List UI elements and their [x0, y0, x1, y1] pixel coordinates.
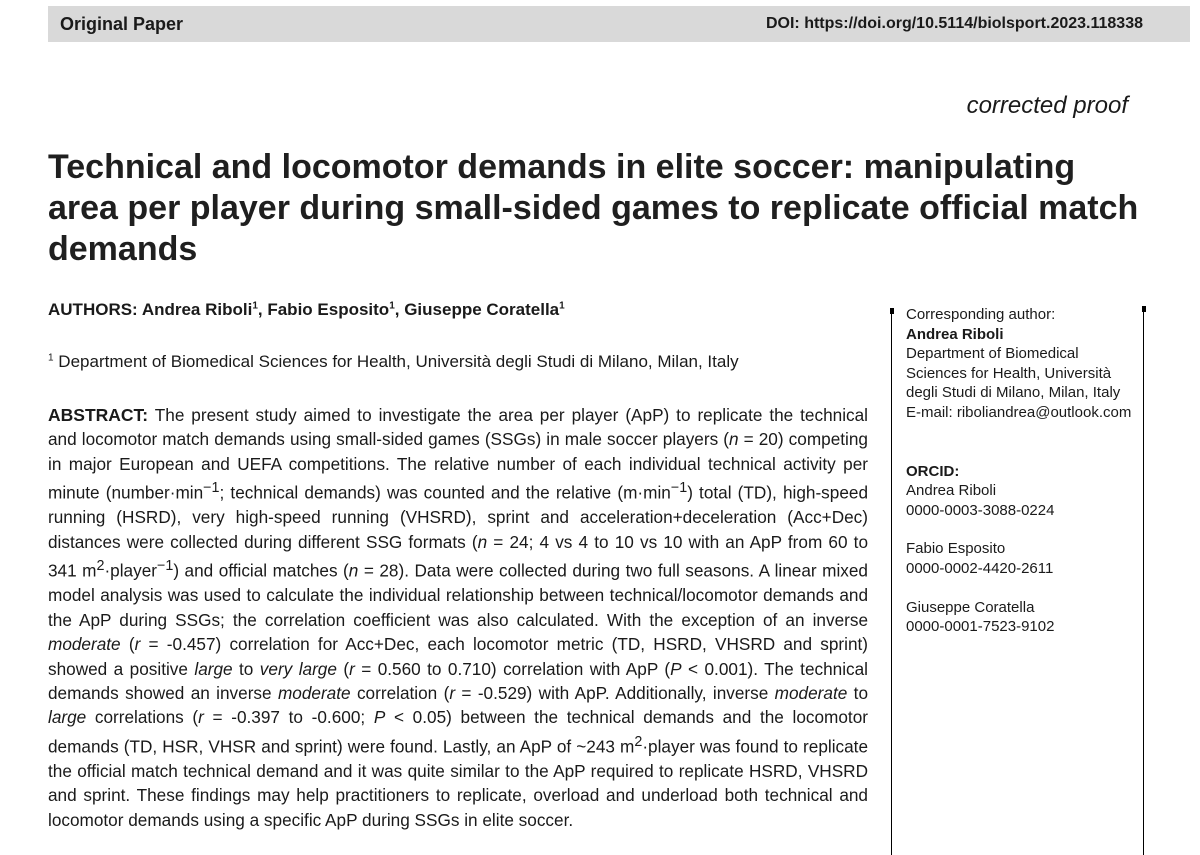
author-name: Fabio Esposito — [267, 300, 390, 319]
sidebar-left-rule — [891, 310, 892, 855]
abstract: ABSTRACT: The present study aimed to investigate the area per player (ApP) to replicate the technical and locomotor match demands using small-sided games (SSGs) in male soccer players (n = 20) competing in major European and UEFA competitions. The relative number of each individual technical activity per minute ($number\cdot\min^{-1}$; technical demands) was counted and the relative $(m\cdot\min^{-1})$ total (TD), high-speed running (HSRD), very high-speed running (VHSRD), sprint and acceleration+deceleration (Acc+Dec) distances were collected during different SSG formats (n = 24; 4 vs 4 to 10 vs 10 with an ApP from 60 to 341 $m^2\cdot player^{-1}$) and official matches (n = 28). Data were collected during two full seasons. A linear mixed model analysis was used to calculate the individual relationship between technical/locomotor demands and the ApP during SSGs; the correlation coefficient was also calculated. With the exception of an inverse moderate (r = -0.457) correlation for Acc+Dec, each locomotor metric (TD, HSRD, VHSRD and sprint) showed a positive large to very large (r = 0.560 to 0.710) correlation with ApP (P < 0.001). The technical demands showed an inverse moderate correlation (r = -0.529) with ApP. Additionally, inverse moderate to large correlations (r = -0.397 to -0.600; P < 0.05) between the technical demands and the locomotor demands (TD, HSR, VHSR and sprint) were found. Lastly, an ApP of ~243 $m^2\cdot player$ was found to replicate the official match technical demand and it was quite similar to the ApP required to replicate HSRD, VHSRD and sprint. These findings may help practitioners to replicate, overload and underload both technical and locomotor demands using a specific ApP during SSGs in elite soccer. — [48, 405, 869, 830]
orcid-label: ORCID: — [906, 462, 960, 480]
orcid-id[interactable]: 0000-0003-3088-0224 — [906, 501, 1055, 519]
rule-cap — [1142, 306, 1146, 312]
paper-title: Technical and locomotor demands in elite soccer: manipulating area per player during small-sided games to replicate official match demands — [48, 148, 1139, 268]
rule-cap — [890, 308, 894, 314]
affiliation: $^1$ Department of Biomedical Sciences for Health, Università degli Studi di Milano, Milan, Italy — [48, 352, 739, 371]
corresponding-email[interactable]: E-mail: riboliandrea@outlook.com — [906, 403, 1132, 421]
proof-status: corrected proof — [966, 92, 1128, 119]
address-line: Sciences for Health, Università — [906, 364, 1112, 382]
journal-header-bar — [48, 6, 1190, 42]
abstract-label: ABSTRACT: — [48, 405, 149, 425]
author-name: Giuseppe Coratella — [404, 300, 560, 319]
authors-line: AUTHORS: Andrea Riboli$^1$, Fabio Esposito$^1$, Giuseppe Coratella$^1$ — [48, 300, 565, 319]
corresponding-label: Corresponding author: — [906, 306, 1056, 323]
authors-label: AUTHORS: — [48, 300, 138, 319]
orcid-id[interactable]: 0000-0001-7523-9102 — [906, 618, 1055, 636]
section-label: Original Paper — [60, 14, 184, 34]
orcid-name: Fabio Esposito — [906, 540, 1006, 558]
address-line: Department of Biomedical — [906, 345, 1079, 363]
address-line: degli Studi di Milano, Milan, Italy — [906, 384, 1121, 402]
author-name: Andrea Riboli — [141, 300, 253, 319]
sidebar-right-rule — [1143, 308, 1144, 855]
doi-link[interactable]: DOI: https://doi.org/10.5114/biolsport.2023.118338 — [765, 15, 1143, 32]
sidebar-info — [906, 305, 1142, 637]
corresponding-name: Andrea Riboli — [906, 325, 1004, 343]
orcid-name: Andrea Riboli — [906, 482, 997, 500]
orcid-name: Giuseppe Coratella — [906, 598, 1035, 616]
orcid-id[interactable]: 0000-0002-4420-2611 — [906, 559, 1054, 577]
